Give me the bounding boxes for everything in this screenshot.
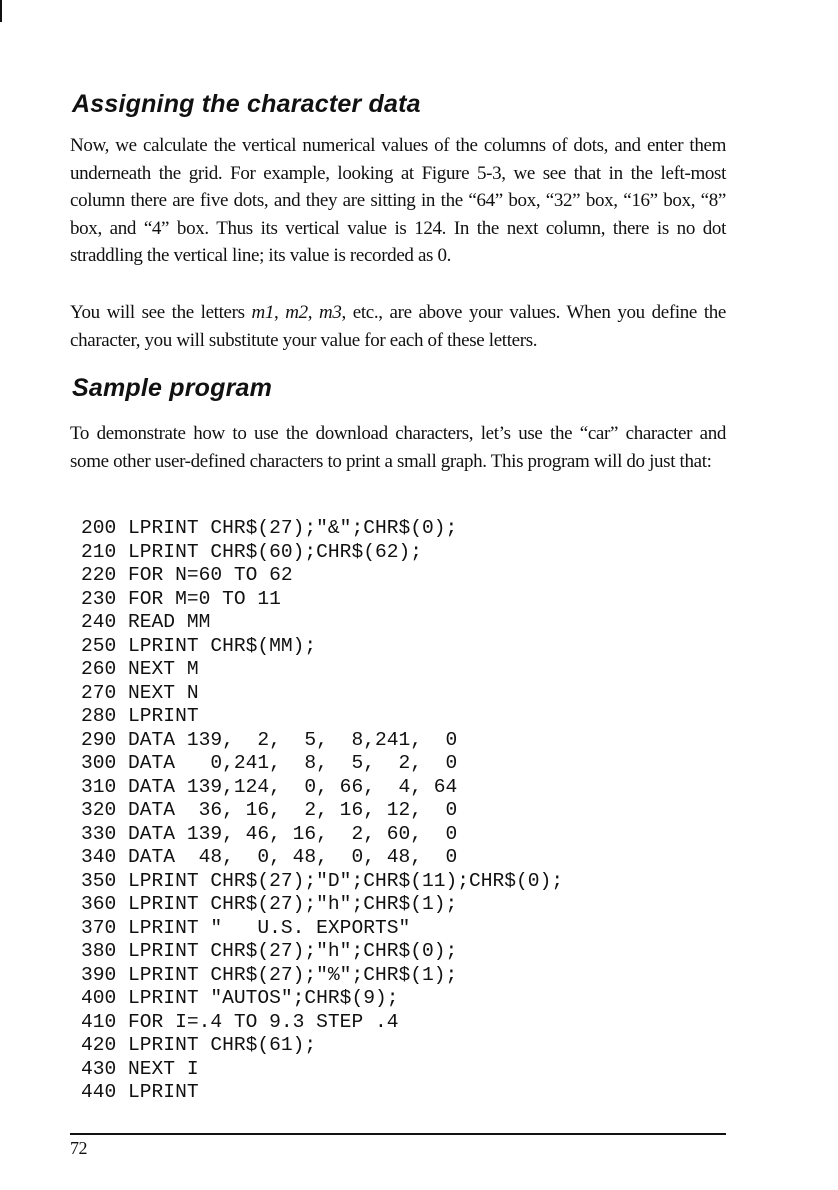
code-line: 330 DATA 139, 46, 16, 2, 60, 0 [81,822,458,845]
code-line: 320 DATA 36, 16, 2, 16, 12, 0 [81,799,458,821]
code-line: 300 DATA 0,241, 8, 5, 2, 0 [81,752,458,774]
code-line: 410 FOR I=.4 TO 9.3 STEP .4 [81,1010,399,1033]
para-text-after: , etc., are above your values. When you define the character, you will substitute your value for each of these letters. [70,302,726,351]
code-line: 380 LPRINT CHR$(27);"h";CHR$(0); [81,940,458,962]
code-line: 260 NEXT M [81,658,199,680]
code-line: 240 READ MM [81,611,211,633]
footer-divider [70,1133,726,1135]
code-line: 420 LPRINT CHR$(61); [81,1034,317,1056]
code-line: 430 NEXT I [81,1057,199,1080]
code-line: 220 FOR N=60 TO 62 [81,564,293,586]
code-line: 210 LPRINT CHR$(60);CHR$(62); [81,540,422,563]
term-m3: m3 [319,302,342,323]
code-line: 270 NEXT N [81,681,199,704]
term-m2: m2 [285,302,308,323]
code-line: 200 LPRINT CHR$(27);"&";CHR$(0); [81,517,458,539]
code-line: 400 LPRINT "AUTOS";CHR$(9); [81,987,399,1009]
code-line: 230 FOR M=0 TO 11 [81,587,281,610]
code-line: 290 DATA 139, 2, 5, 8,241, 0 [81,728,458,751]
paragraph-demonstrate-download-characters: To demonstrate how to use the download characters, let’s use the “car” character and some other user-defined characters to print a small graph. This program will do just that: [70,423,726,472]
code-line: 390 LPRINT CHR$(27);"%";CHR$(1); [81,963,458,986]
page-number: 72 [70,1138,87,1158]
code-line: 340 DATA 48, 0, 48, 0, 48, 0 [81,846,458,868]
code-line: 350 LPRINT CHR$(27);"D";CHR$(11);CHR$(0); [81,869,564,892]
code-line: 310 DATA 139,124, 0, 66, 4, 64 [81,775,458,798]
paragraph-letters-m1-m2-m3 [70,299,726,354]
code-line: 440 LPRINT [81,1081,199,1103]
section-heading-assigning-character-data: Assigning the character data [72,90,421,118]
term-m1: m1 [251,302,274,323]
para-separator: , [307,302,320,323]
code-line: 360 LPRINT CHR$(27);"h";CHR$(1); [81,893,458,915]
section-heading-sample-program: Sample program [72,374,273,402]
code-line: 370 LPRINT " U.S. EXPORTS" [81,916,411,939]
paragraph-calculate-values: Now, we calculate the vertical numerical values of the columns of dots, and enter them underneath the grid. For example, looking at Figure 5-3, we see that in the left-most column there are five dots, and they are sitting in the “64” box, “32” box, “16” box, “8” box, and “4” box. Thus its vertical value is 124. In the next column, there is no dot straddling the vertical line; its value is recorded as 0. [70,135,726,266]
scan-edge-mark [0,0,2,22]
basic-program-listing [81,517,563,1105]
code-line: 250 LPRINT CHR$(MM); [81,634,317,657]
code-line: 280 LPRINT [81,705,199,727]
para-text-before: You will see the letters [70,302,252,323]
para-separator: , [273,302,286,323]
